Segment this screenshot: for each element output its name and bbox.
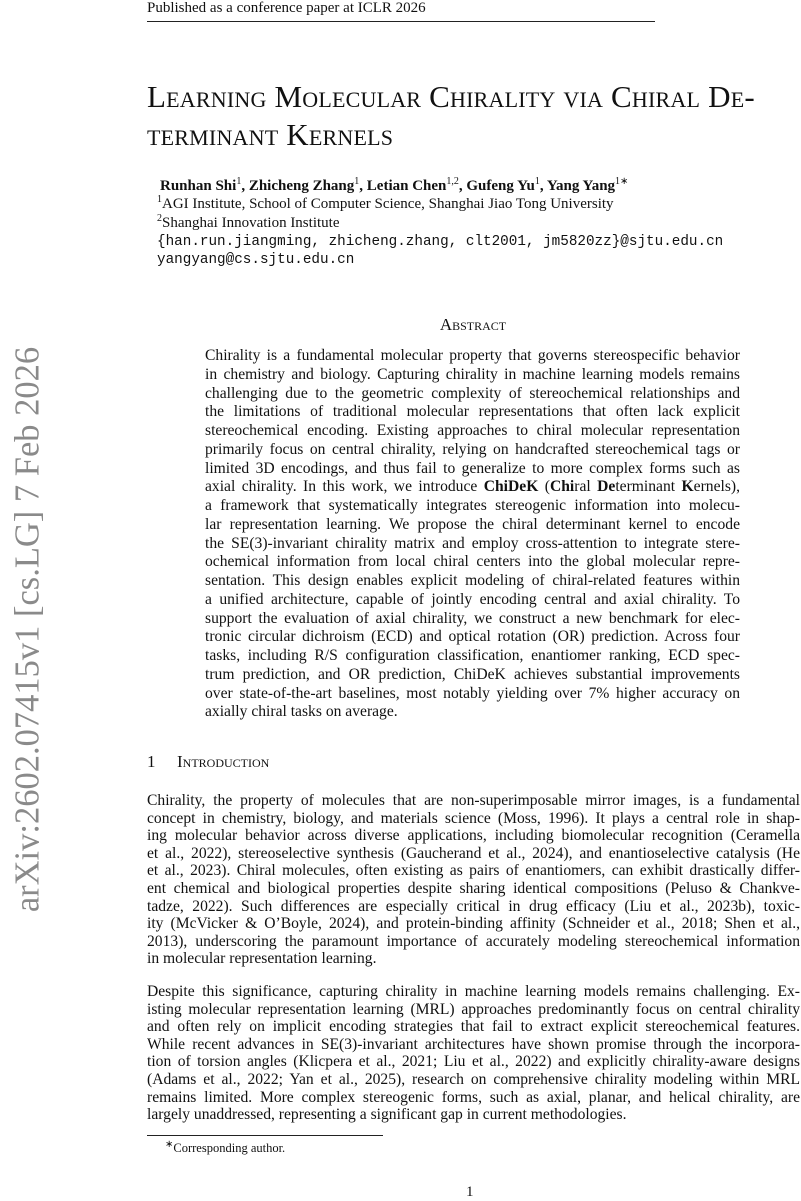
text-line: ent chemical and biological properties despite sharing identical compositions (Peluso & Chankve- <box>147 880 800 897</box>
text-line: ing molecular behavior across diverse applications, including biomolecular recognition (Ceramella <box>147 827 800 845</box>
title-line-1: Learning Molecular Chirality via Chiral De- <box>147 79 755 114</box>
author <box>160 178 241 194</box>
bold-term: De <box>597 478 616 496</box>
section-number: 1 <box>147 752 156 771</box>
abstract-heading: Abstract <box>439 315 507 334</box>
text-line: a framework that systematically integrates stereogenic information into molecu- <box>205 497 740 514</box>
author-affiliation-mark: 1∗ <box>615 176 629 187</box>
affiliation-text: AGI Institute, School of Computer Science, Shanghai Jiao Tong University <box>162 196 614 212</box>
text-line: sentation. This design enables explicit modeling of chiral-related features within <box>205 572 740 589</box>
affiliation-mark: 2 <box>157 213 162 224</box>
text-line: et al., 2022), stereoselective synthesis (Gaucherand et al., 2024), and enantioselective catalysis (He <box>147 844 800 862</box>
text-line: tasks, including R/S configuration classification, enantiomer ranking, ECD spec- <box>205 647 740 664</box>
text-line: largely unaddressed, representing a significant gap in current methodologies. <box>147 1106 627 1124</box>
header-rule <box>147 21 655 22</box>
author-affiliation-mark: 1,2 <box>446 176 459 187</box>
text-segment: ( <box>538 478 550 496</box>
text-line <box>205 478 740 496</box>
text-line: et al., 2023). Chiral molecules, often existing as pairs of enantiomers, can exhibit drastically differ- <box>147 862 800 880</box>
affiliation-1 <box>157 194 614 213</box>
text-segment: ral <box>574 478 598 496</box>
author-list: Runhan Shi$^1$, Zhicheng Zhang$^1$, Letian Chen$^{1,2}$, Gufeng Yu$^1$, Yang Yang$^{1∗}$ <box>160 176 629 194</box>
text-line: Chirality is a fundamental molecular property that governs stereospecific behavior <box>205 347 740 364</box>
author-affiliation-mark: 1 <box>236 176 242 187</box>
text-line: in molecular representation learning. <box>147 950 377 968</box>
text-line: ity (McVicker & O’Boyle, 2024), and protein-binding affinity (Schneider et al., 2018; Shen et al., <box>147 915 800 933</box>
text-line: tadze, 2022). Such differences are especially critical in drug efficacy (Liu et al., 2023b), toxic- <box>147 897 800 915</box>
text-line: over state-of-the-art baselines, most notably yielding over 7% higher accuracy on <box>205 684 740 702</box>
author-name: Yang Yang <box>546 178 616 194</box>
author <box>547 178 629 194</box>
text-line: the SE(3)-invariant chirality matrix and employ cross-attention to integrate stere- <box>205 534 740 552</box>
text-line: limited 3D encodings, and thus fail to generalize to more complex forms such as <box>205 459 740 477</box>
author <box>466 178 540 194</box>
text-line: While recent advances in SE(3)-invariant architectures have shown promise through the incorpora- <box>147 1035 800 1053</box>
author-affiliation-mark: 1 <box>354 176 360 187</box>
text-line: the limitations of traditional molecular representations that often lack explicit <box>205 403 740 421</box>
author <box>249 178 359 194</box>
text-line: and often rely on implicit encoding strategies that fail to extract explicit stereochemical features. <box>147 1018 800 1036</box>
text-line: trum prediction, and OR prediction, ChiDeK achieves substantial improvements <box>205 665 740 683</box>
text-line: concept in chemistry, biology, and materials science (Moss, 1996). It plays a central role in shap- <box>147 809 800 827</box>
text-line: isting molecular representation learning (MRL) approaches predominantly focus on central chirality <box>147 1000 800 1018</box>
text-line: (Adams et al., 2022; Yan et al., 2025), research on comprehensive chirality modeling within MRL <box>147 1071 800 1088</box>
email-line-1: {han.run.jiangming, zhicheng.zhang, clt2001, jm5820zz}@sjtu.edu.cn <box>157 234 724 250</box>
footnote-mark: ∗ <box>165 1139 174 1150</box>
text-segment: terminant <box>615 478 682 496</box>
paper-title <box>147 78 755 154</box>
affiliation-mark: 1 <box>157 194 162 205</box>
text-line: remains limited. More complex stereogenic forms, such as axial, planar, and helical chirality, are <box>147 1088 800 1106</box>
affiliation-text: Shanghai Innovation Institute <box>162 215 340 231</box>
running-header: Published as a conference paper at ICLR 2026 <box>147 0 426 16</box>
section-heading-introduction <box>147 752 269 772</box>
section-title: Introduction <box>177 752 270 771</box>
text-line: a unified architecture, capable of jointly encoding central and axial chirality. To <box>205 590 740 608</box>
text-line: support the evaluation of axial chirality, we construct a new benchmark for elec- <box>205 609 740 627</box>
text-segment: axial chirality. In this work, we introduce <box>205 478 484 496</box>
page-number: 1 <box>466 1184 474 1200</box>
text-line: axially chiral tasks on average. <box>205 703 398 721</box>
author-affiliation-mark: 1 <box>534 176 540 187</box>
footnote-text: Corresponding author. <box>173 1141 286 1156</box>
author-name: Gufeng Yu <box>466 178 535 194</box>
footnote-rule <box>147 1135 383 1136</box>
text-line: primarily focus on central chirality, relying on handcrafted stereochemical tags or <box>205 440 740 458</box>
text-line: Despite this significance, capturing chirality in machine learning models remains challenging. Ex- <box>147 983 800 1000</box>
text-line: Chirality, the property of molecules that are non-superimposable mirror images, is a fundamental <box>147 792 800 809</box>
affiliation-2 <box>157 213 339 232</box>
author-name: Letian Chen <box>366 178 447 194</box>
text-line: 2013), underscoring the paramount importance of accurately modeling stereochemical information <box>147 932 800 950</box>
bold-term: K <box>681 478 694 496</box>
bold-term: ChiDeK <box>483 478 539 496</box>
text-segment: ernels), <box>693 478 740 496</box>
author-name: Zhicheng Zhang <box>248 178 355 194</box>
text-line: tronic circular dichroism (ECD) and optical rotation (OR) prediction. Across four <box>205 628 740 646</box>
text-line: challenging due to the geometric complexity of stereochemical relationships and <box>205 384 740 402</box>
text-line: stereochemical encoding. Existing approaches to chiral molecular representation <box>205 422 740 439</box>
text-line: tion of torsion angles (Klicpera et al., 2021; Liu et al., 2022) and explicitly chirality-aware designs <box>147 1053 800 1071</box>
text-line: ochemical information from local chiral centers into the global molecular repre- <box>205 553 740 571</box>
text-line: in chemistry and biology. Capturing chirality in machine learning models remains <box>205 365 740 383</box>
author-name: Runhan Shi <box>160 178 237 194</box>
arxiv-stamp[interactable]: arXiv:2602.07415v1 [cs.LG] 7 Feb 2026 <box>8 346 47 913</box>
title-line-2: terminant Kernels <box>147 117 394 152</box>
text-line: lar representation learning. We propose the chiral determinant kernel to encode <box>205 515 740 533</box>
author <box>367 178 459 194</box>
footnote <box>165 1139 285 1156</box>
bold-term: Chi <box>549 478 575 496</box>
email-line-2: yangyang@cs.sjtu.edu.cn <box>157 252 355 268</box>
